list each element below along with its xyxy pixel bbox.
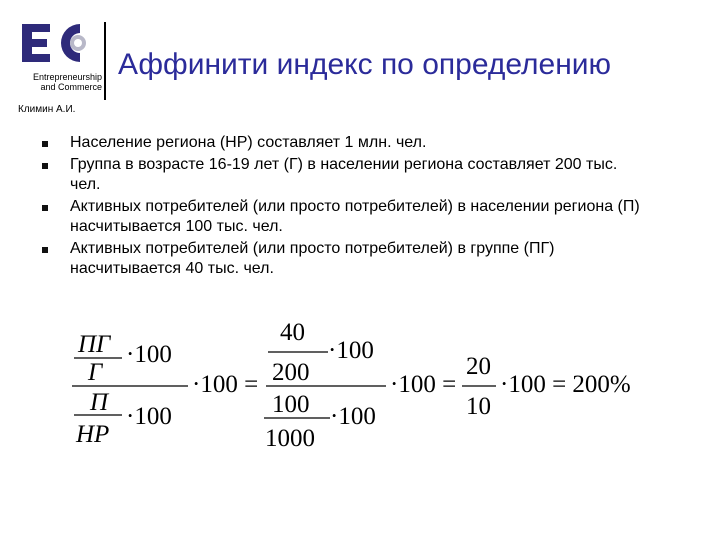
formula-20: 20: [466, 353, 491, 380]
square-bullet-icon: [42, 163, 48, 169]
square-bullet-icon: [42, 247, 48, 253]
formula-mult: ·100: [126, 341, 172, 368]
list-item-text: Активных потребителей (или просто потребителей) в группе (ПГ) насчитывается 40 тыс. чел.: [70, 240, 555, 277]
formula-mult-eq: ·100 =: [390, 371, 457, 398]
formula-100: 100: [272, 391, 310, 418]
list-item: [42, 155, 642, 195]
list-item-text: Группа в возрасте 16-19 лет (Г) в населении региона составляет 200 тыс. чел.: [70, 156, 618, 193]
formula-g: Г: [88, 359, 103, 386]
list-item: [42, 133, 642, 153]
header-divider: [104, 22, 106, 100]
list-item-text: Население региона (НР) составляет 1 млн. чел.: [70, 134, 427, 151]
formula-term-numeric: [264, 319, 456, 452]
list-item: [42, 239, 642, 279]
ec-logo-icon: [16, 18, 102, 70]
formula-p: П: [90, 389, 109, 416]
author-name: Климин А.И.: [18, 104, 76, 115]
square-bullet-icon: [42, 205, 48, 211]
bullet-list: [42, 133, 642, 281]
formula-40: 40: [280, 319, 305, 346]
formula-mult-eq: ·100 =: [192, 371, 259, 398]
formula-result: ·100 = 200%: [500, 371, 631, 398]
formula-term-symbolic: [72, 331, 258, 448]
formula-term-result: [462, 353, 631, 420]
formula-mult: ·100: [330, 403, 376, 430]
logo-text-line1: Entrepreneurship: [32, 72, 102, 82]
formula-1000: 1000: [265, 425, 315, 452]
logo: [10, 18, 110, 98]
square-bullet-icon: [42, 141, 48, 147]
logo-text-line2: and Commerce: [40, 82, 102, 92]
formula-mult: ·100: [328, 337, 374, 364]
page-title: Аффинити индекс по определению: [118, 48, 612, 81]
formula-200: 200: [272, 359, 310, 386]
list-item-text: Активных потребителей (или просто потребителей) в населении региона (П) насчитывается 100 тыс. чел.: [70, 198, 640, 235]
list-item: [42, 197, 642, 237]
affinity-formula: [60, 312, 680, 472]
formula-mult: ·100: [126, 403, 172, 430]
formula-pg: ПГ: [78, 331, 111, 358]
formula-hp: НР: [76, 421, 110, 448]
formula-10: 10: [466, 393, 491, 420]
